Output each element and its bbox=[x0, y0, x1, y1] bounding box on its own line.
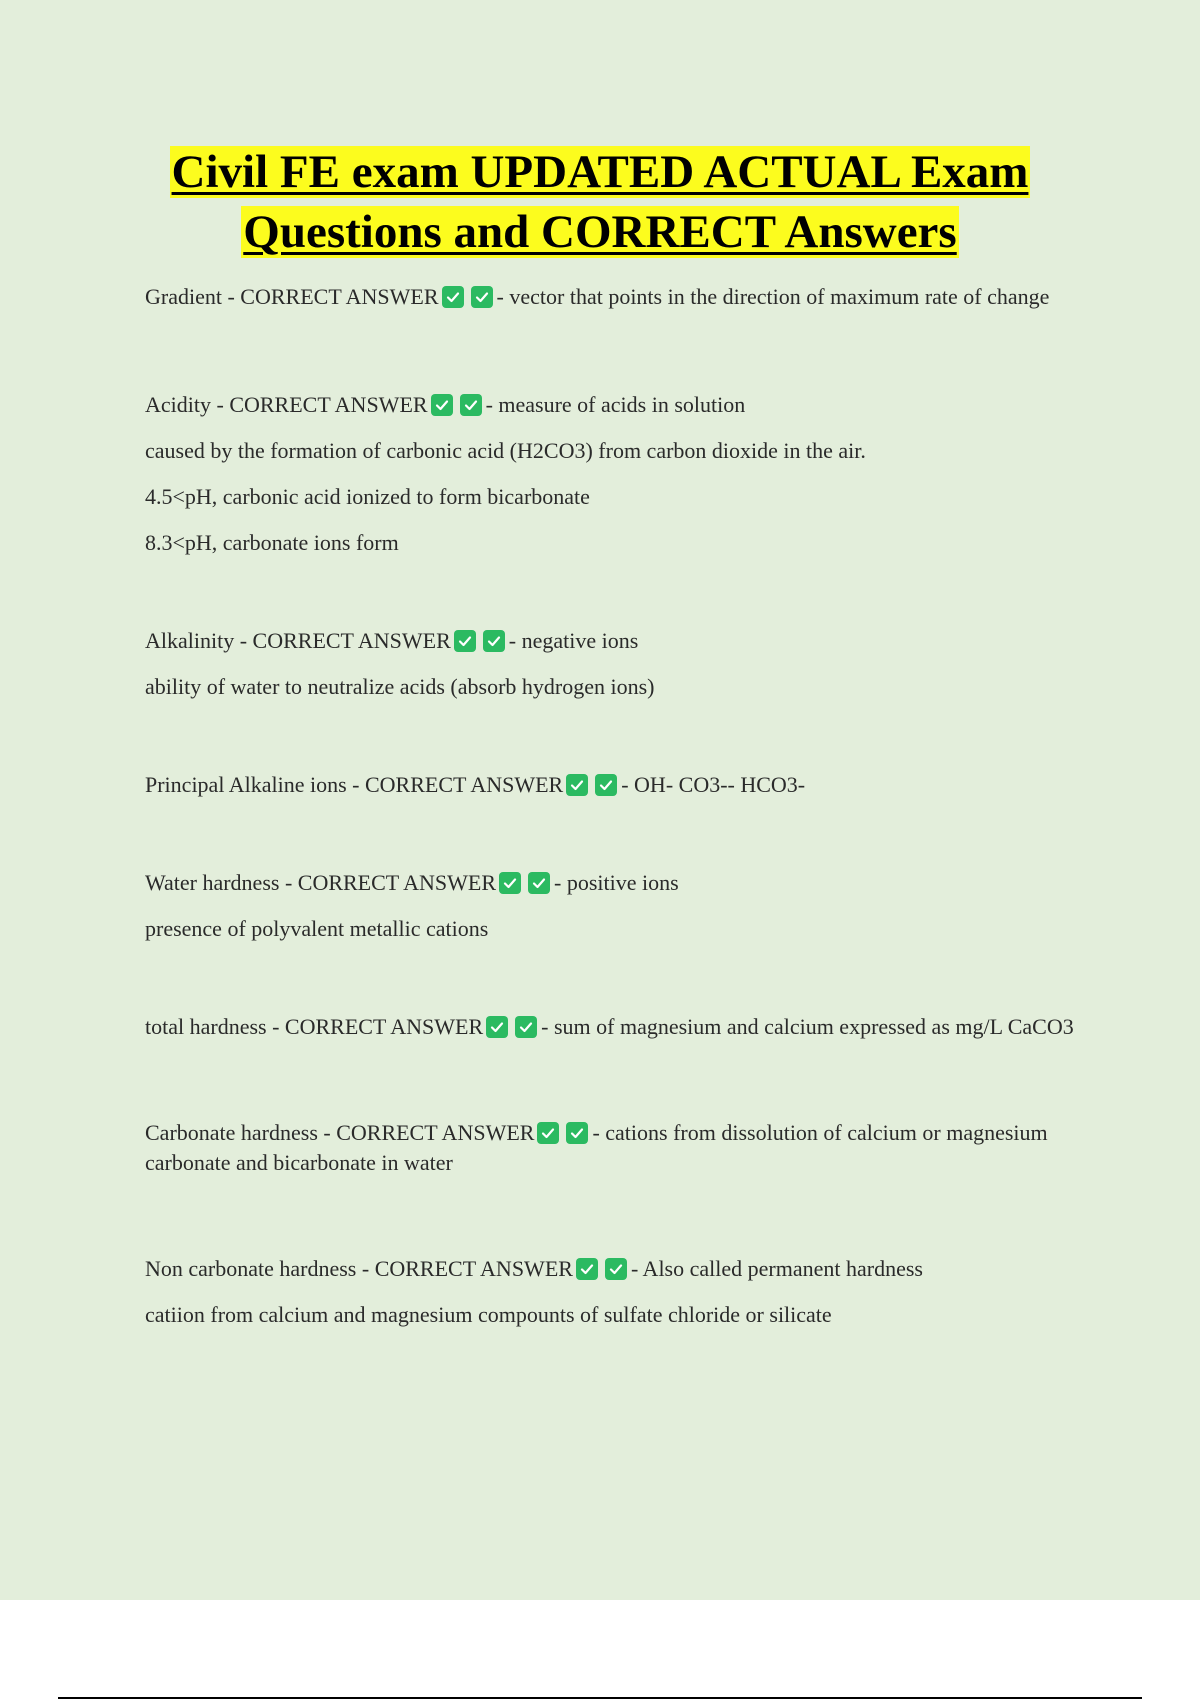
qa-entry-main-line bbox=[145, 1012, 1080, 1042]
check-mark-icon bbox=[566, 1122, 588, 1144]
qa-answer: - cations from dissolution of calcium or magnesium carbonate and bicarbonate in water bbox=[145, 1120, 1048, 1175]
check-mark-icon bbox=[431, 394, 453, 416]
qa-entry bbox=[145, 282, 1080, 312]
qa-list bbox=[145, 282, 1080, 1330]
qa-entry bbox=[145, 868, 1080, 944]
check-mark-icon bbox=[454, 630, 476, 652]
check-mark-icon bbox=[566, 774, 588, 796]
qa-detail-line: ability of water to neutralize acids (absorb hydrogen ions) bbox=[145, 674, 655, 699]
document-title bbox=[100, 142, 1100, 262]
qa-term: Carbonate hardness - CORRECT ANSWER bbox=[145, 1120, 535, 1145]
qa-detail-line: presence of polyvalent metallic cations bbox=[145, 916, 489, 941]
qa-entry-main-line bbox=[145, 868, 1080, 898]
qa-entry-main-line bbox=[145, 1254, 1080, 1284]
qa-answer: - positive ions bbox=[554, 870, 679, 895]
qa-answer: - Also called permanent hardness bbox=[630, 1256, 923, 1281]
check-mark-icon bbox=[515, 1016, 537, 1038]
qa-entry bbox=[145, 626, 1080, 702]
qa-detail-line: 8.3<pH, carbonate ions form bbox=[145, 530, 399, 555]
qa-term: Water hardness - CORRECT ANSWER bbox=[145, 870, 497, 895]
qa-term: Alkalinity - CORRECT ANSWER bbox=[145, 628, 451, 653]
qa-term: total hardness - CORRECT ANSWER bbox=[145, 1014, 484, 1039]
check-mark-icon bbox=[471, 286, 493, 308]
qa-term: Acidity - CORRECT ANSWER bbox=[145, 392, 428, 417]
check-mark-icon bbox=[576, 1258, 598, 1280]
qa-entry-main-line bbox=[145, 1118, 1080, 1178]
qa-answer: - vector that points in the direction of maximum rate of change bbox=[496, 284, 1050, 309]
qa-term: Non carbonate hardness - CORRECT ANSWER bbox=[145, 1256, 573, 1281]
qa-detail-line: caused by the formation of carbonic acid (H2CO3) from carbon dioxide in the air. bbox=[145, 438, 866, 463]
document-title-text: Civil FE exam UPDATED ACTUAL Exam Questions and CORRECT Answers bbox=[171, 146, 1029, 258]
check-mark-icon bbox=[483, 630, 505, 652]
check-mark-icon bbox=[595, 774, 617, 796]
qa-entry bbox=[145, 390, 1080, 558]
qa-detail-line: 4.5<pH, carbonic acid ionized to form bicarbonate bbox=[145, 484, 590, 509]
qa-entry bbox=[145, 1254, 1080, 1330]
qa-answer: - sum of magnesium and calcium expressed as mg/L CaCO3 bbox=[541, 1014, 1074, 1039]
qa-entry-main-line bbox=[145, 282, 1080, 312]
check-mark-icon bbox=[537, 1122, 559, 1144]
qa-entry-main-line bbox=[145, 626, 1080, 656]
check-mark-icon bbox=[486, 1016, 508, 1038]
qa-answer: - OH- CO3-- HCO3- bbox=[621, 772, 806, 797]
check-mark-icon bbox=[499, 872, 521, 894]
qa-entry-main-line bbox=[145, 390, 1080, 420]
check-mark-icon bbox=[605, 1258, 627, 1280]
qa-entry-main-line bbox=[145, 770, 1080, 800]
qa-term: Principal Alkaline ions - CORRECT ANSWER bbox=[145, 772, 564, 797]
qa-answer: - measure of acids in solution bbox=[485, 392, 746, 417]
footer-divider bbox=[58, 1697, 1142, 1699]
qa-entry bbox=[145, 1118, 1080, 1178]
check-mark-icon bbox=[460, 394, 482, 416]
qa-answer: - negative ions bbox=[508, 628, 639, 653]
qa-detail-line: catiion from calcium and magnesium compounts of sulfate chloride or silicate bbox=[145, 1302, 832, 1327]
qa-term: Gradient - CORRECT ANSWER bbox=[145, 284, 439, 309]
check-mark-icon bbox=[528, 872, 550, 894]
check-mark-icon bbox=[442, 286, 464, 308]
qa-entry bbox=[145, 1012, 1080, 1042]
qa-entry bbox=[145, 770, 1080, 800]
